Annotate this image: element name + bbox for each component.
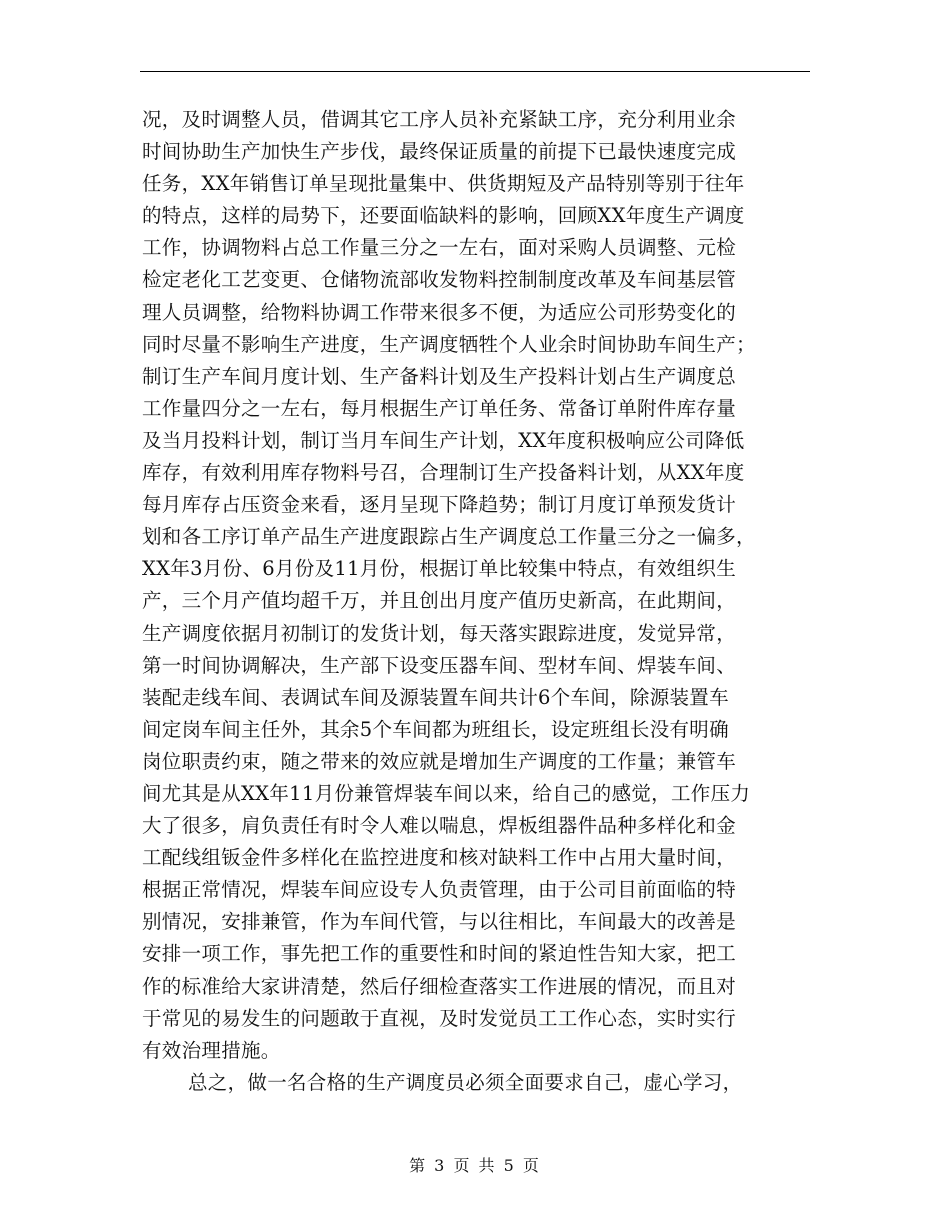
text-line: 况，及时调整人员，借调其它工序人员补充紧缺工序，充分利用业余 — [142, 108, 737, 131]
text-line: 任务，XX年销售订单呈现批量集中、供货期短及产品特别等别于往年 — [142, 172, 745, 196]
text-line: 每月库存占压资金来看，逐月呈现下降趋势；制订月度订单预发货计 — [142, 493, 737, 517]
closing-paragraph: 总之，做一名合格的生产调度员必须全面要求自己，虚心学习， — [188, 1070, 743, 1094]
text-line: 工配线组钣金件多样化在监控进度和核对缺料工作中占用大量时间， — [142, 846, 737, 870]
text-line: 的特点，这样的局势下，还要面临缺料的影响，回顾XX年度生产调度 — [142, 204, 745, 228]
text-line: 同时尽量不影响生产进度，生产调度牺牲个人业余时间协助车间生产； — [142, 332, 756, 356]
text-line: 有效治理措施。 — [142, 1038, 281, 1062]
text-line: 作的标准给大家讲清楚，然后仔细检查落实工作进展的情况，而且对 — [142, 974, 737, 998]
text-line: 产，三个月产值均超千万，并且创出月度产值历史新高，在此期间， — [142, 589, 737, 613]
text-line: 装配走线车间、表调试车间及源装置车间共计6个车间，除源装置车 — [142, 685, 729, 709]
page-number-footer: 第 3 页 共 5 页 — [409, 1156, 541, 1175]
text-line: 岗位职责约束，随之带来的效应就是增加生产调度的工作量；兼管车 — [142, 749, 737, 773]
text-line: XX年3月份、6月份及11月份，根据订单比较集中特点，有效组织生 — [142, 557, 736, 581]
text-line: 生产调度依据月初制订的发货计划，每天落实跟踪进度，发觉异常， — [142, 621, 737, 645]
text-line: 第一时间协调解决，生产部下设变压器车间、型材车间、焊装车间、 — [142, 653, 737, 677]
text-line: 间尤其是从XX年11月份兼管焊装车间以来，给自己的感觉，工作压力 — [142, 781, 751, 805]
document-body — [142, 104, 810, 1099]
header-rule — [140, 71, 810, 72]
text-line: 检定老化工艺变更、仓储物流部收发物料控制制度改革及车间基层管 — [142, 268, 737, 292]
text-line: 大了很多，肩负责任有时令人难以喘息，焊板组器件品种多样化和金 — [142, 814, 737, 838]
text-line: 制订生产车间月度计划、生产备料计划及生产投料计划占生产调度总 — [142, 364, 737, 388]
text-line: 工作，协调物料占总工作量三分之一左右，面对采购人员调整、元检 — [142, 236, 737, 260]
text-line: 于常见的易发生的问题敢于直视，及时发觉员工工作心态，实时实行 — [142, 1006, 737, 1030]
text-line: 工作量四分之一左右，每月根据生产订单任务、常备订单附件库存量 — [142, 396, 737, 420]
text-line: 根据正常情况，焊装车间应设专人负责管理，由于公司目前面临的特 — [142, 878, 737, 902]
text-line: 别情况，安排兼管，作为车间代管，与以往相比，车间最大的改善是 — [142, 910, 737, 934]
text-line: 及当月投料计划，制订当月车间生产计划，XX年度积极响应公司降低 — [142, 428, 745, 452]
text-line: 时间协助生产加快生产步伐，最终保证质量的前提下已最快速度完成 — [142, 140, 737, 164]
text-line: 划和各工序订单产品生产进度跟踪占生产调度总工作量三分之一偏多， — [142, 525, 756, 549]
text-line: 间定岗车间主任外，其余5个车间都为班组长，设定班组长没有明确 — [142, 717, 729, 741]
text-line: 安排一项工作，事先把工作的重要性和时间的紧迫性告知大家，把工 — [142, 942, 737, 966]
text-line: 理人员调整，给物料协调工作带来很多不便，为适应公司形势变化的 — [142, 300, 737, 324]
text-line: 库存，有效利用库存物料号召，合理制订生产投备料计划，从XX年度 — [142, 461, 745, 485]
